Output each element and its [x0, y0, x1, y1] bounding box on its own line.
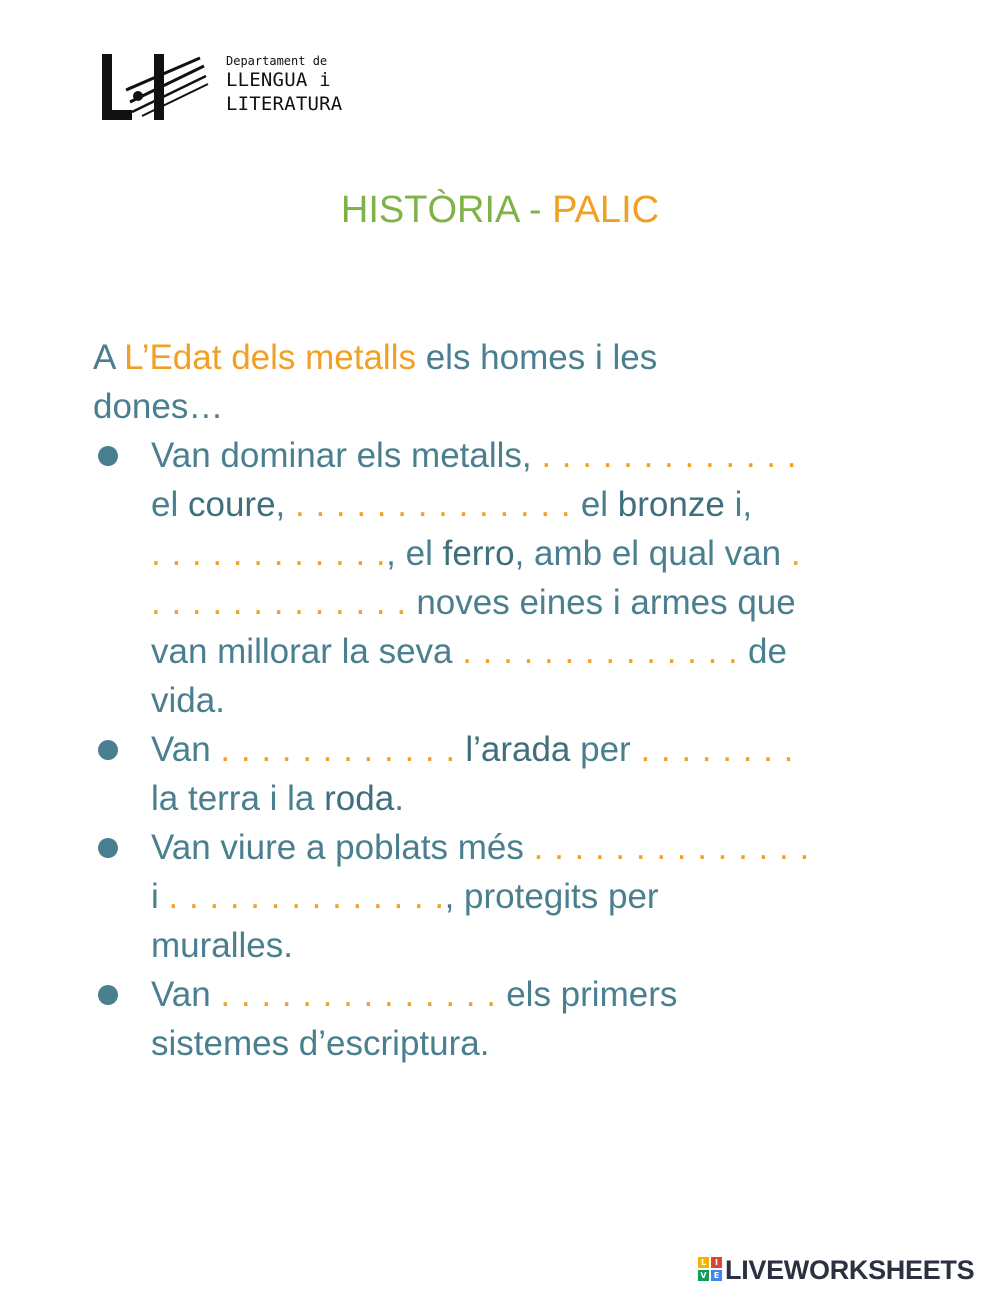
text: , [275, 485, 286, 524]
text: Van [151, 975, 211, 1014]
text: . [394, 779, 404, 818]
intro-paragraph [93, 333, 913, 431]
keyword-ferro: ferro [442, 534, 515, 573]
bullet-1-line-6 [151, 676, 225, 725]
page-title [0, 187, 1000, 233]
blank-7[interactable]: . . . . . . . . [640, 730, 794, 769]
blank-8[interactable]: . . . . . . . . . . . . . . [533, 828, 810, 867]
blank-4[interactable]: . . . . . . . . . . . . . [151, 583, 407, 622]
watermark-text: LIVEWORKSHEETS [725, 1255, 975, 1285]
title-subject: HISTÒRIA - [340, 189, 542, 231]
keyword-arada: l’arada [465, 730, 571, 769]
bullet-3-dot [98, 838, 118, 858]
text: , protegits per [444, 877, 659, 916]
text: de [748, 632, 787, 671]
logo-square-i: I [711, 1257, 722, 1268]
logo-square-l: L [698, 1257, 709, 1268]
text: vida. [151, 681, 225, 720]
blank-3[interactable]: . . . . . . . . . . . . [151, 534, 387, 573]
logo-department: Departament de [226, 54, 328, 68]
text: muralles. [151, 926, 293, 965]
text: el [580, 485, 609, 524]
bullet-4-line-1 [151, 970, 677, 1019]
keyword-bronze: bronze [617, 485, 725, 524]
bullet-3-line-3 [151, 921, 293, 970]
blank-1[interactable]: . . . . . . . . . . . . . [541, 436, 797, 475]
keyword-coure: coure [187, 485, 276, 524]
blank-6[interactable]: . . . . . . . . . . . . [220, 730, 456, 769]
logo-square-e: E [711, 1270, 722, 1281]
text: els primers [506, 975, 678, 1014]
li-logo-mark [96, 50, 216, 128]
blank-5[interactable]: . . . . . . . . . . . . . . [462, 632, 739, 671]
text: sistemes d’escriptura. [151, 1024, 490, 1063]
logo-text [226, 54, 342, 116]
text: noves eines i armes que [416, 583, 796, 622]
blank-9[interactable]: . . . . . . . . . . . . . . [168, 877, 445, 916]
keyword-roda: roda [324, 779, 395, 818]
text: i [151, 877, 159, 916]
logo-line-1: LLENGUA i [226, 69, 331, 91]
text: i, [734, 485, 753, 524]
liveworksheets-logo-icon [698, 1257, 724, 1283]
liveworksheets-watermark [698, 1254, 994, 1286]
bullet-1-line-4 [151, 578, 796, 627]
text: per [580, 730, 631, 769]
title-tag: PALIC [552, 189, 660, 231]
intro-line-2: dones… [93, 387, 224, 426]
text: , el [386, 534, 433, 573]
bullet-4-dot [98, 985, 118, 1005]
bullet-1-line-2 [151, 480, 752, 529]
bullet-3-line-1 [151, 823, 810, 872]
bullet-2-line-2 [151, 774, 404, 823]
text: la terra i la [151, 779, 315, 818]
blank-4-start[interactable]: . [790, 534, 802, 573]
bullet-3-line-2 [151, 872, 659, 921]
text: van millorar la seva [151, 632, 453, 671]
bullet-1-line-1 [151, 431, 797, 480]
text: el [151, 485, 179, 524]
intro-prefix: A [93, 338, 115, 377]
bullet-2-line-1 [151, 725, 794, 774]
blank-2[interactable]: . . . . . . . . . . . . . . [295, 485, 572, 524]
bullet-4-line-2 [151, 1019, 489, 1068]
logo-line-2: LITERATURA [226, 93, 343, 115]
intro-rest: els homes i les [425, 338, 658, 377]
text: , amb el qual van [514, 534, 782, 573]
bullet-1-dot [98, 446, 118, 466]
blank-10[interactable]: . . . . . . . . . . . . . . [220, 975, 497, 1014]
department-logo [96, 50, 366, 128]
bullet-1-line-3 [151, 529, 801, 578]
intro-highlight: L’Edat dels metalls [124, 338, 416, 377]
text: Van dominar els metalls, [151, 436, 532, 475]
bullet-1-line-5 [151, 627, 787, 676]
text: Van [151, 730, 211, 769]
logo-square-v: V [698, 1270, 709, 1281]
text: Van viure a poblats més [151, 828, 524, 867]
bullet-2-dot [98, 740, 118, 760]
